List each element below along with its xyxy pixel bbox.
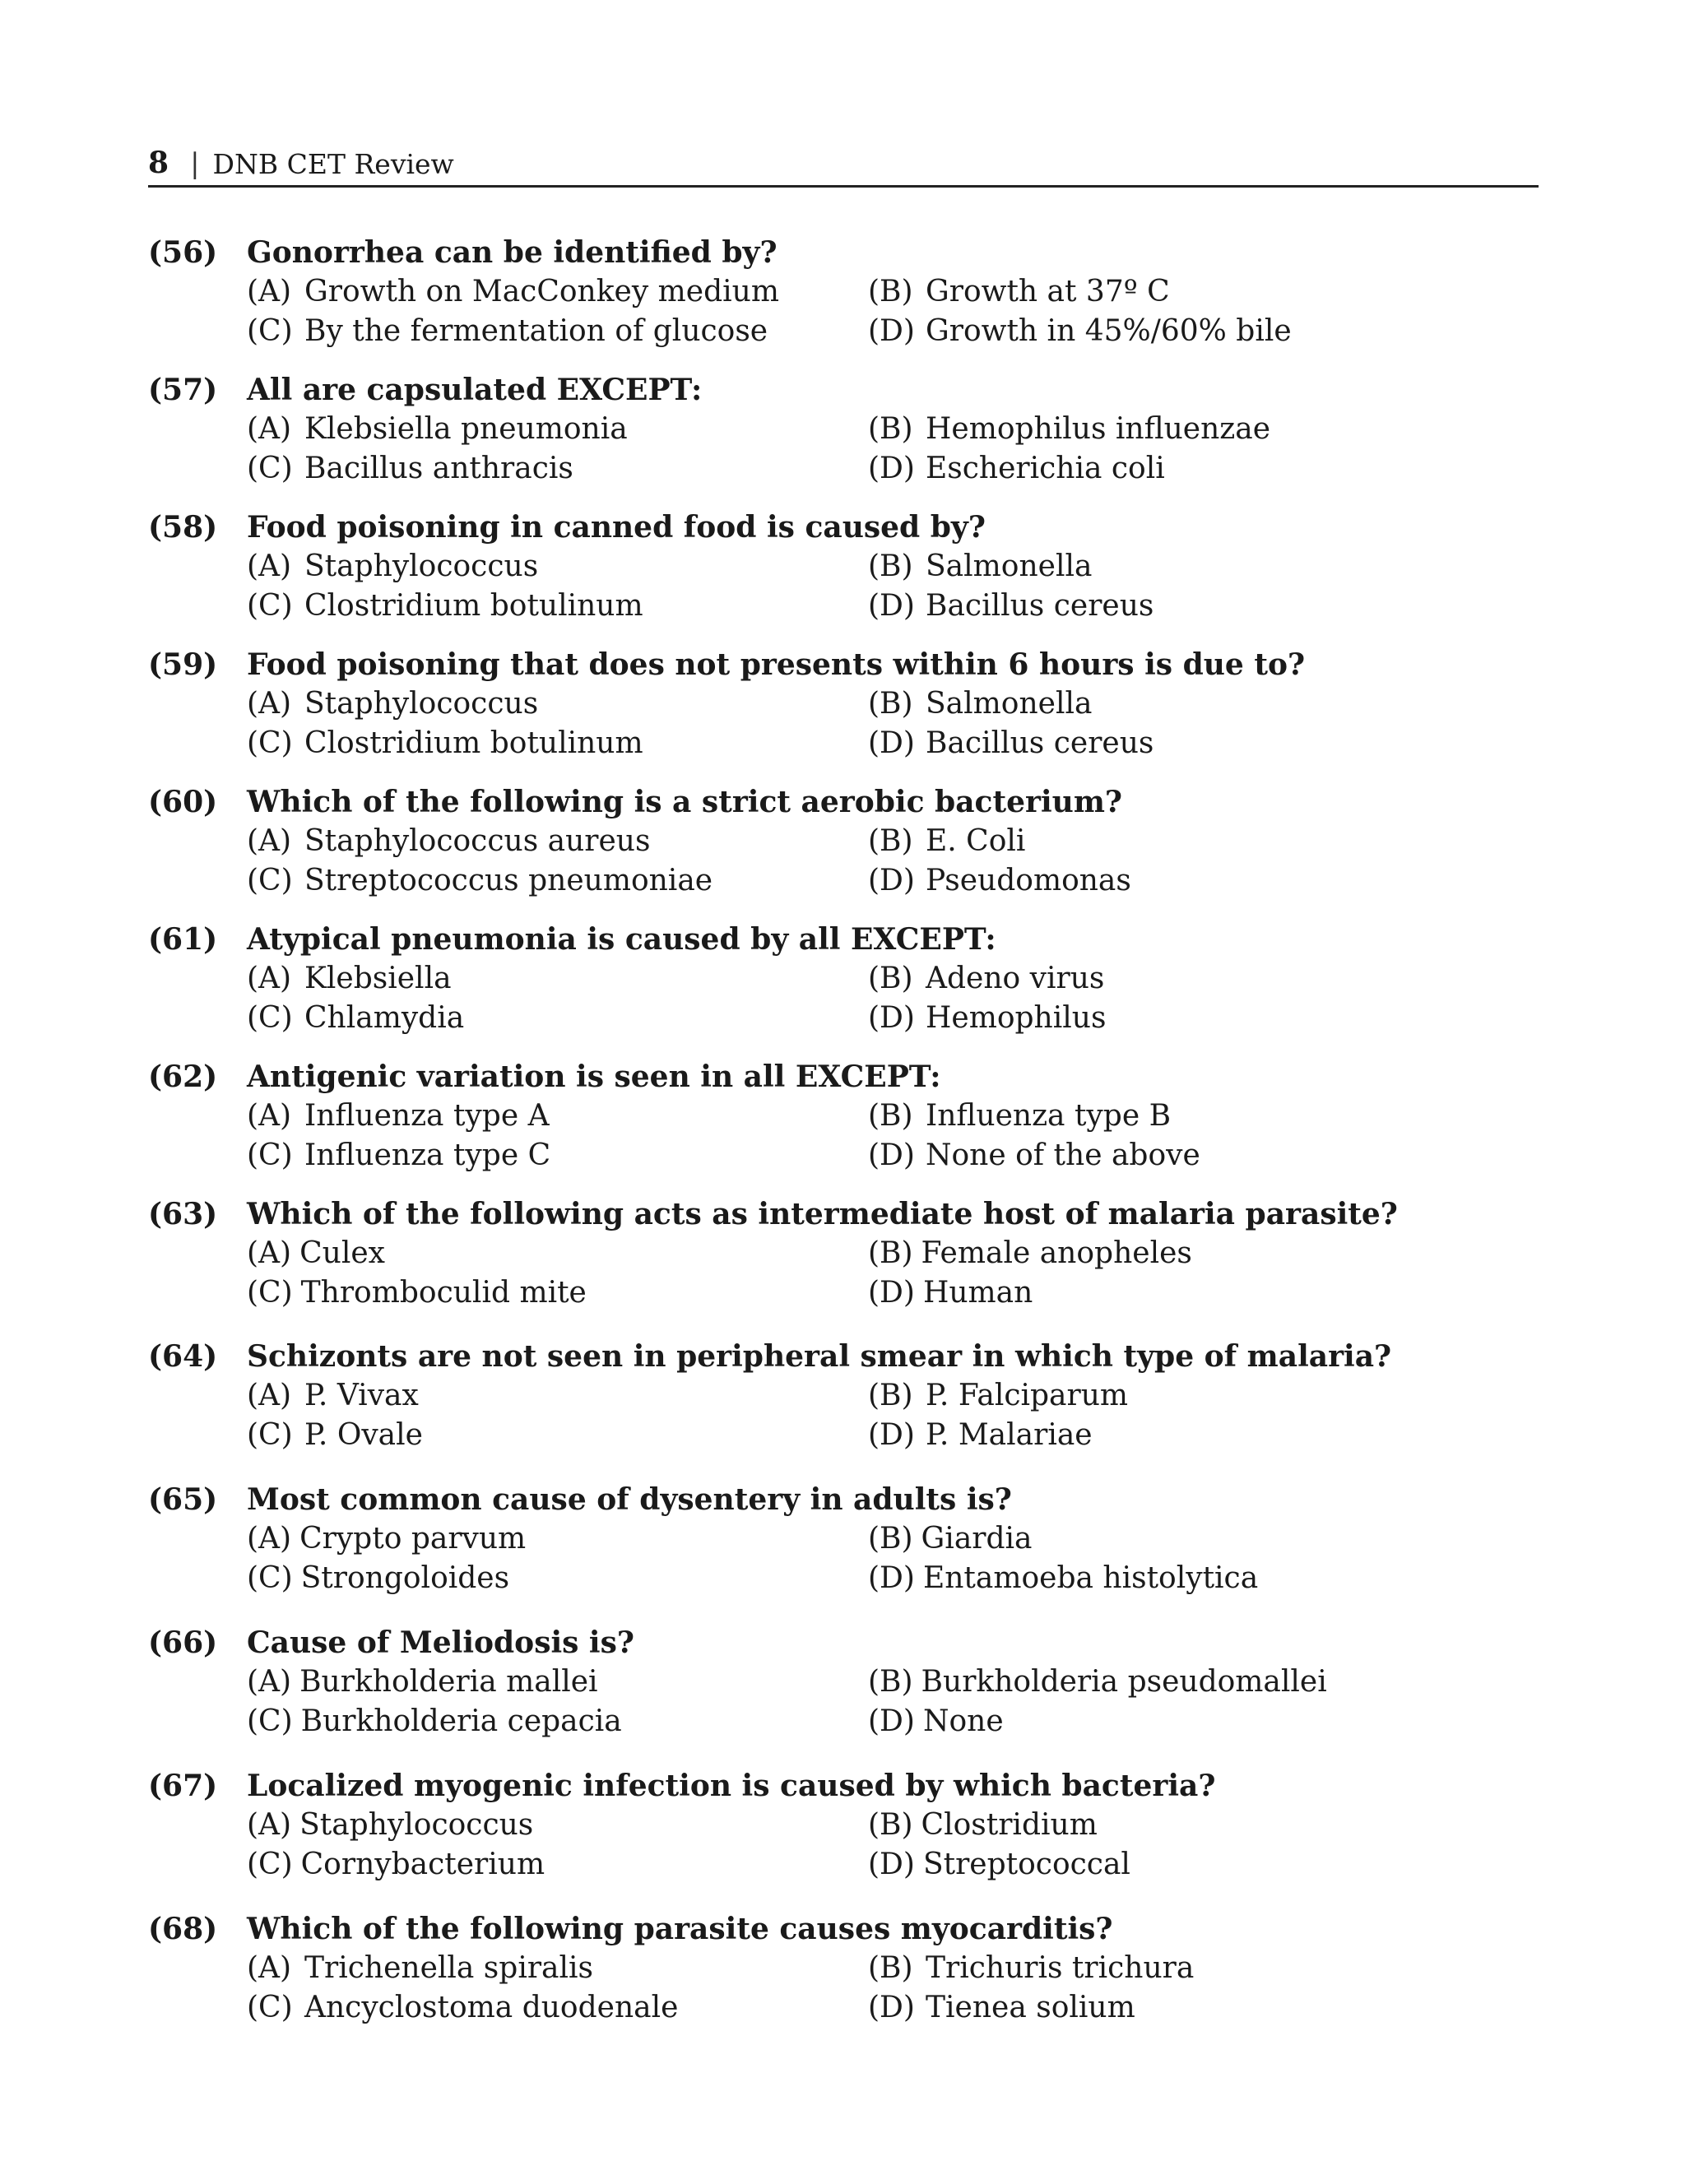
answer-option	[868, 724, 1154, 763]
option-text: Burkholderia mallei	[299, 1665, 598, 1699]
option-letter: (C)	[247, 1138, 293, 1172]
option-letter: (C)	[247, 1001, 293, 1035]
option-text: P. Vivax	[304, 1379, 419, 1412]
option-text: Clostridium botulinum	[304, 726, 643, 760]
option-text: Staphylococcus	[304, 687, 539, 721]
question-number: (63)	[148, 1197, 218, 1231]
option-letter: (D)	[868, 1418, 915, 1452]
answer-option	[247, 272, 779, 312]
option-text: Hemophilus	[926, 1001, 1107, 1035]
question-number: (64)	[148, 1339, 218, 1374]
question-text: Antigenic variation is seen in all EXCEPT:	[247, 1060, 941, 1094]
question-text: All are capsulated EXCEPT:	[247, 373, 703, 407]
option-text: Clostridium	[921, 1808, 1098, 1842]
answer-option	[868, 959, 1104, 999]
option-text: Staphylococcus	[304, 549, 539, 583]
option-letter: (C)	[247, 1991, 293, 2024]
answer-option	[247, 822, 650, 861]
question-text: Gonorrhea can be identified by?	[247, 235, 778, 270]
option-letter: (A)	[247, 412, 292, 446]
option-text: Clostridium botulinum	[304, 589, 643, 623]
question-number: (68)	[148, 1912, 218, 1946]
option-letter: (B)	[868, 1808, 913, 1842]
option-letter: (A)	[247, 1808, 292, 1842]
option-text: Burkholderia pseudomallei	[921, 1665, 1327, 1699]
question-text: Which of the following parasite causes myocarditis?	[247, 1912, 1113, 1946]
answer-option	[868, 547, 1092, 587]
option-text: Thromboculid mite	[300, 1276, 587, 1310]
question-number: (65)	[148, 1482, 218, 1517]
answer-option	[247, 1416, 423, 1455]
answer-option	[868, 1662, 1327, 1702]
option-letter: (A)	[247, 1379, 292, 1412]
question-text: Cause of Meliodosis is?	[247, 1625, 634, 1660]
answer-option	[247, 1949, 593, 1988]
book-title: DNB CET Review	[212, 148, 454, 180]
answer-option	[247, 1702, 622, 1741]
option-letter: (B)	[868, 1379, 913, 1412]
option-text: Influenza type A	[304, 1099, 550, 1133]
option-text: Crypto parvum	[299, 1522, 527, 1556]
option-text: Culex	[299, 1236, 385, 1270]
option-text: Staphylococcus	[299, 1808, 534, 1842]
answer-option	[247, 724, 643, 763]
answer-option	[868, 1559, 1258, 1598]
option-text: P. Malariae	[926, 1418, 1093, 1452]
question-number: (57)	[148, 373, 218, 407]
option-text: Bacillus cereus	[926, 589, 1154, 623]
option-text: Staphylococcus aureus	[304, 824, 651, 858]
option-text: Trichuris trichura	[926, 1951, 1195, 1985]
question-text: Which of the following acts as intermediate host of malaria parasite?	[247, 1197, 1398, 1231]
option-letter: (A)	[247, 1099, 292, 1133]
option-letter: (C)	[247, 452, 293, 485]
option-letter: (A)	[247, 549, 292, 583]
option-text: Hemophilus influenzae	[926, 412, 1270, 446]
answer-option	[868, 1702, 1004, 1741]
answer-option	[247, 547, 538, 587]
option-letter: (A)	[247, 275, 292, 308]
option-text: Human	[922, 1276, 1033, 1310]
option-letter: (D)	[868, 314, 915, 348]
option-letter: (B)	[868, 1099, 913, 1133]
answer-option	[247, 1845, 545, 1885]
answer-option	[868, 1234, 1192, 1273]
answer-option	[247, 1662, 598, 1702]
option-letter: (A)	[247, 1522, 292, 1556]
answer-option	[247, 1519, 526, 1559]
answer-option	[868, 449, 1165, 489]
option-text: Cornybacterium	[300, 1848, 545, 1881]
option-text: Growth at 37º C	[926, 275, 1170, 308]
option-letter: (D)	[868, 726, 915, 760]
answer-option	[247, 1376, 419, 1416]
option-text: Growth on MacConkey medium	[304, 275, 779, 308]
answer-option	[247, 1136, 550, 1175]
option-text: Growth in 45%/60% bile	[926, 314, 1292, 348]
option-text: P. Falciparum	[926, 1379, 1129, 1412]
question-number: (66)	[148, 1625, 218, 1660]
question-number: (58)	[148, 510, 218, 545]
option-letter: (B)	[868, 1951, 913, 1985]
option-letter: (A)	[247, 824, 292, 858]
option-letter: (D)	[868, 1276, 915, 1310]
answer-option	[247, 1234, 385, 1273]
answer-option	[868, 1949, 1194, 1988]
option-letter: (B)	[868, 962, 913, 995]
question-text: Most common cause of dysentery in adults is?	[247, 1482, 1012, 1517]
option-text: Klebsiella pneumonia	[304, 412, 628, 446]
option-letter: (C)	[247, 1561, 293, 1595]
option-text: Influenza type B	[926, 1099, 1172, 1133]
option-letter: (D)	[868, 1001, 915, 1035]
option-text: Bacillus cereus	[926, 726, 1154, 760]
option-letter: (A)	[247, 962, 292, 995]
question-number: (61)	[148, 922, 218, 957]
answer-option	[247, 449, 573, 489]
question-number: (62)	[148, 1060, 218, 1094]
option-letter: (B)	[868, 1522, 913, 1556]
answer-option	[247, 1988, 678, 2028]
option-letter: (D)	[868, 1704, 915, 1738]
answer-option	[868, 410, 1270, 449]
answer-option	[868, 1845, 1130, 1885]
question-text: Atypical pneumonia is caused by all EXCEPT:	[247, 922, 996, 957]
option-text: Bacillus anthracis	[304, 452, 573, 485]
question-number: (59)	[148, 647, 218, 682]
option-text: Strongoloides	[300, 1561, 510, 1595]
option-text: Trichenella spiralis	[304, 1951, 594, 1985]
answer-option	[868, 1097, 1171, 1136]
option-letter: (A)	[247, 1951, 292, 1985]
option-text: Escherichia coli	[926, 452, 1165, 485]
option-text: Salmonella	[926, 549, 1093, 583]
option-text: Burkholderia cepacia	[300, 1704, 622, 1738]
question-number: (56)	[148, 235, 218, 270]
answer-option	[247, 587, 643, 626]
answer-option	[247, 684, 538, 724]
answer-option	[247, 312, 768, 351]
option-letter: (D)	[868, 1848, 915, 1881]
option-letter: (D)	[868, 1991, 915, 2024]
answer-option	[868, 822, 1025, 861]
option-text: Ancyclostoma duodenale	[304, 1991, 679, 2024]
question-text: Food poisoning that does not presents within 6 hours is due to?	[247, 647, 1306, 682]
option-letter: (C)	[247, 1418, 293, 1452]
option-letter: (C)	[247, 726, 293, 760]
option-letter: (C)	[247, 1704, 293, 1738]
question-text: Food poisoning in canned food is caused by?	[247, 510, 986, 545]
answer-option	[247, 999, 464, 1038]
answer-option	[868, 684, 1092, 724]
option-text: Streptococcal	[922, 1848, 1130, 1881]
option-text: None of the above	[926, 1138, 1200, 1172]
answer-option	[868, 272, 1170, 312]
option-letter: (B)	[868, 275, 913, 308]
answer-option	[247, 959, 452, 999]
answer-option	[868, 587, 1154, 626]
option-text: Female anopheles	[921, 1236, 1192, 1270]
option-letter: (B)	[868, 549, 913, 583]
option-letter: (A)	[247, 1236, 292, 1270]
option-letter: (D)	[868, 1138, 915, 1172]
option-text: Salmonella	[926, 687, 1093, 721]
option-text: Giardia	[921, 1522, 1033, 1556]
option-letter: (C)	[247, 864, 293, 897]
option-text: Tienea solium	[926, 1991, 1135, 2024]
option-text: By the fermentation of glucose	[304, 314, 768, 348]
option-text: Adeno virus	[926, 962, 1105, 995]
page-header	[148, 146, 1539, 188]
option-letter: (D)	[868, 864, 915, 897]
answer-option	[868, 1376, 1128, 1416]
answer-option	[247, 861, 713, 901]
answer-option	[868, 1988, 1135, 2028]
option-letter: (B)	[868, 412, 913, 446]
option-text: E. Coli	[926, 824, 1026, 858]
option-letter: (C)	[247, 314, 293, 348]
option-letter: (C)	[247, 1848, 293, 1881]
option-text: Chlamydia	[304, 1001, 465, 1035]
option-text: Influenza type C	[304, 1138, 551, 1172]
option-text: Entamoeba histolytica	[922, 1561, 1259, 1595]
answer-option	[868, 861, 1131, 901]
option-letter: (C)	[247, 1276, 293, 1310]
option-letter: (B)	[868, 824, 913, 858]
option-letter: (B)	[868, 687, 913, 721]
option-letter: (D)	[868, 589, 915, 623]
option-letter: (C)	[247, 589, 293, 623]
answer-option	[247, 1097, 550, 1136]
answer-option	[247, 1273, 587, 1313]
option-text: Klebsiella	[304, 962, 452, 995]
option-text: P. Ovale	[304, 1418, 423, 1452]
answer-option	[868, 1416, 1093, 1455]
answer-option	[868, 1136, 1200, 1175]
option-letter: (A)	[247, 687, 292, 721]
question-text: Schizonts are not seen in peripheral smear in which type of malaria?	[247, 1339, 1392, 1374]
option-text: Pseudomonas	[926, 864, 1131, 897]
question-text: Localized myogenic infection is caused by which bacteria?	[247, 1769, 1216, 1803]
answer-option	[868, 1273, 1033, 1313]
answer-option	[868, 1519, 1033, 1559]
option-text: Streptococcus pneumoniae	[304, 864, 713, 897]
answer-option	[868, 1806, 1098, 1845]
answer-option	[247, 1559, 509, 1598]
option-letter: (D)	[868, 452, 915, 485]
page-number: 8	[148, 146, 169, 180]
option-letter: (D)	[868, 1561, 915, 1595]
question-number: (60)	[148, 785, 218, 819]
question-number: (67)	[148, 1769, 218, 1803]
answer-option	[247, 410, 628, 449]
answer-option	[868, 312, 1292, 351]
answer-option	[868, 999, 1106, 1038]
option-letter: (B)	[868, 1236, 913, 1270]
option-letter: (B)	[868, 1665, 913, 1699]
header-separator: |	[190, 147, 200, 180]
option-text: None	[922, 1704, 1004, 1738]
answer-option	[247, 1806, 533, 1845]
option-letter: (A)	[247, 1665, 292, 1699]
question-text: Which of the following is a strict aerobic bacterium?	[247, 785, 1123, 819]
